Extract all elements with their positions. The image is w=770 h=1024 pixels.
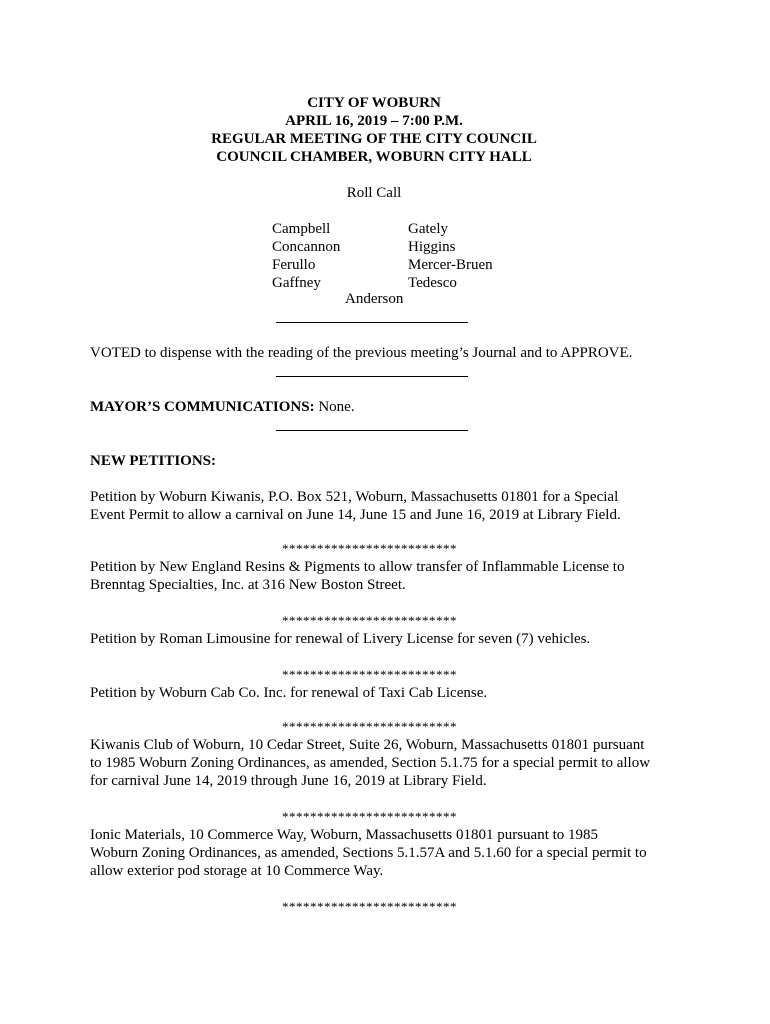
petition-item [90, 488, 670, 524]
separator-stars: ************************* [282, 899, 457, 914]
petition-line: Petition by Woburn Kiwanis, P.O. Box 521, Woburn, Massachusetts 01801 for a Special [90, 489, 619, 505]
mayors-communications-value: None. [318, 399, 355, 415]
roll-call-right-column [408, 220, 493, 292]
new-petitions-heading: NEW PETITIONS: [90, 453, 217, 469]
petition-line: Event Permit to allow a carnival on June 14, June 15 and June 16, 2019 at Library Field. [90, 507, 621, 523]
petition-item [90, 736, 670, 790]
divider-rule [276, 430, 468, 431]
councilor-name: Campbell [272, 221, 331, 237]
header-location: COUNCIL CHAMBER, WOBURN CITY HALL [216, 149, 532, 165]
petition-line: Kiwanis Club of Woburn, 10 Cedar Street, Suite 26, Woburn, Massachusetts 01801 pursuant [90, 737, 645, 753]
petition-line: Petition by Woburn Cab Co. Inc. for renewal of Taxi Cab License. [90, 685, 488, 701]
roll-call-title: Roll Call [346, 185, 402, 201]
header-date: APRIL 16, 2019 – 7:00 P.M. [285, 113, 463, 129]
separator-stars: ************************* [282, 667, 457, 682]
councilor-name: Higgins [408, 239, 456, 255]
petition-line: Brenntag Specialties, Inc. at 316 New Boston Street. [90, 577, 406, 593]
petition-line: Petition by New England Resins & Pigments to allow transfer of Inflammable License to [90, 559, 625, 575]
councilor-name: Gately [408, 221, 448, 237]
separator-stars: ************************* [282, 541, 457, 556]
separator-stars: ************************* [282, 719, 457, 734]
councilor-name: Ferullo [272, 257, 316, 273]
councilor-name: Gaffney [272, 275, 321, 291]
document-header [0, 94, 748, 166]
petition-item [90, 630, 670, 648]
divider-rule [276, 322, 468, 323]
voted-statement: VOTED to dispense with the reading of the previous meeting’s Journal and to APPROVE. [90, 345, 633, 361]
mayors-communications-label: MAYOR’S COMMUNICATIONS: [90, 399, 315, 415]
councilor-name: Concannon [272, 239, 341, 255]
petition-line: to 1985 Woburn Zoning Ordinances, as amended, Section 5.1.75 for a special permit to allow [90, 755, 651, 771]
petition-line: Petition by Roman Limousine for renewal of Livery License for seven (7) vehicles. [90, 631, 591, 647]
petition-line: Ionic Materials, 10 Commerce Way, Woburn, Massachusetts 01801 pursuant to 1985 [90, 827, 599, 843]
petition-line: Woburn Zoning Ordinances, as amended, Sections 5.1.57A and 5.1.60 for a special permit to [90, 845, 647, 861]
divider-rule [276, 376, 468, 377]
header-city: CITY OF WOBURN [307, 95, 441, 111]
roll-call-left-column [272, 220, 340, 292]
header-meeting: REGULAR MEETING OF THE CITY COUNCIL [211, 131, 537, 147]
councilor-name: Tedesco [408, 275, 457, 291]
mayors-communications [90, 398, 355, 416]
separator-stars: ************************* [282, 613, 457, 628]
councilor-name-center: Anderson [345, 291, 404, 307]
petition-item [90, 558, 670, 594]
petition-line: for carnival June 14, 2019 through June 16, 2019 at Library Field. [90, 773, 487, 789]
petition-item [90, 826, 670, 880]
councilor-name: Mercer-Bruen [408, 257, 493, 273]
petition-line: allow exterior pod storage at 10 Commerce Way. [90, 863, 384, 879]
separator-stars: ************************* [282, 809, 457, 824]
petition-item [90, 684, 670, 702]
